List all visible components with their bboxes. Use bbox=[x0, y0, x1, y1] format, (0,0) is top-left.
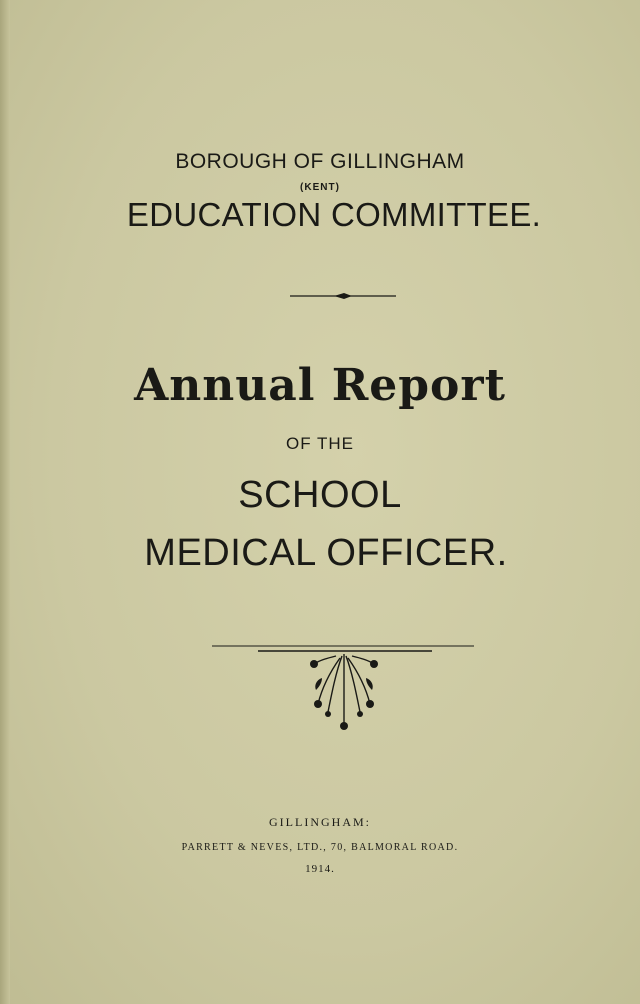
arrow-rule-ornament-icon bbox=[288, 290, 398, 302]
annual-report-title: Annual Report bbox=[134, 360, 506, 411]
imprint-printer: PARRETT & NEVES, LTD., 70, BALMORAL ROAD. bbox=[181, 842, 459, 853]
school-heading: SCHOOL bbox=[238, 474, 402, 516]
imprint-place: GILLINGHAM: bbox=[269, 815, 371, 829]
medical-officer-heading: MEDICAL OFFICER. bbox=[144, 532, 508, 574]
imprint-year: 1914. bbox=[305, 863, 335, 875]
floral-fleuron-ornament-icon bbox=[306, 652, 382, 732]
of-the-label: OF THE bbox=[285, 434, 355, 453]
county-label: (KENT) bbox=[300, 182, 340, 193]
borough-heading: BOROUGH OF GILLINGHAM bbox=[175, 150, 465, 173]
committee-heading: EDUCATION COMMITTEE. bbox=[126, 196, 542, 233]
